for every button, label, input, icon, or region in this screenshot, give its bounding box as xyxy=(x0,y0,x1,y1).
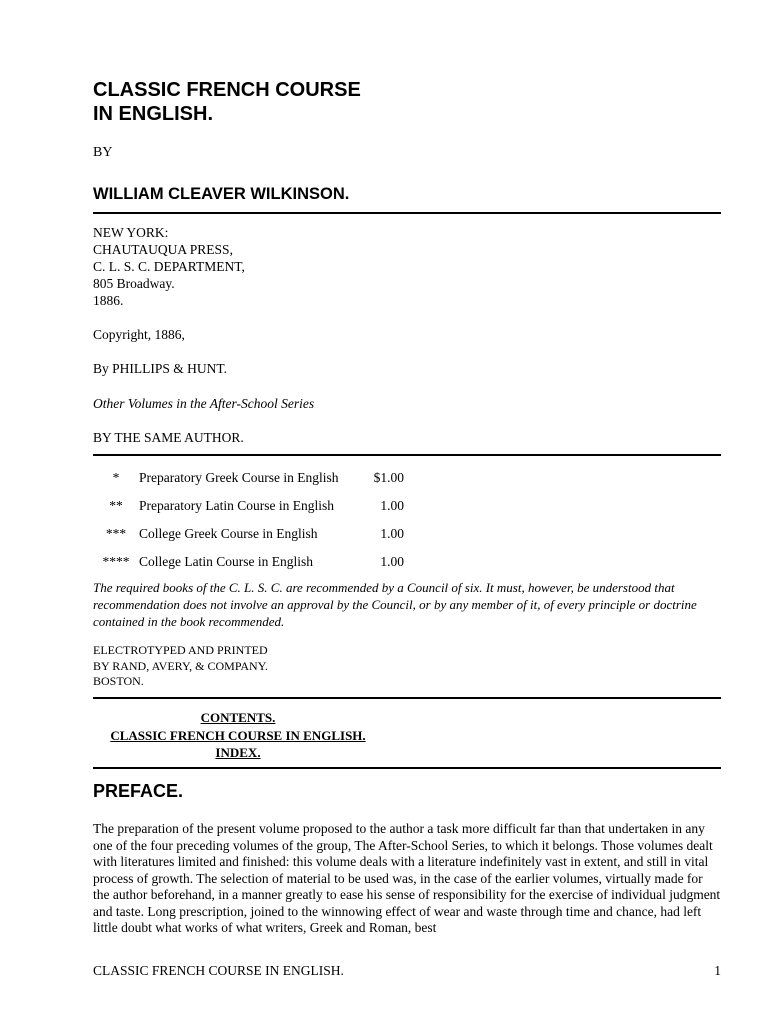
imprint-block xyxy=(93,224,245,309)
imprint-line: 1886. xyxy=(93,293,124,308)
book-title-line-2: IN ENGLISH. xyxy=(93,103,214,125)
printer-line: BOSTON. xyxy=(93,674,144,688)
preface-paragraph: The preparation of the present volume proposed to the author a task more difficult far than that undertaken in any one of the four preceding volumes of the group, The After-School Series, to which it belongs. Those volumes dealt with literatures limited and finished: this volume deals with a literature indefinitely vast in extent, and still in vital process of growth. The selection of material to be used was, in the case of the earlier volumes, virtually made for the author beforehand, in a manner greatly to ease his sense of responsibility for the exercise of individual judgment and taste. Long prescription, joined to the winnowing effect of wear and waste through time and chance, had left little doubt what works of what writers, Greek and Roman, best xyxy=(93,821,721,935)
author-name: WILLIAM CLEAVER WILKINSON. xyxy=(93,185,350,203)
volume-price: $1.00 xyxy=(373,470,404,485)
volume-price: 1.00 xyxy=(380,554,404,569)
main-section-link[interactable]: CLASSIC FRENCH COURSE IN ENGLISH. xyxy=(110,727,366,743)
book-title-line-1: CLASSIC FRENCH COURSE xyxy=(93,79,361,101)
imprint-line: C. L. S. C. DEPARTMENT, xyxy=(93,259,245,274)
table-row xyxy=(93,554,404,582)
volume-mark: **** xyxy=(102,554,130,569)
volume-mark: * xyxy=(112,470,120,485)
same-author-heading: BY THE SAME AUTHOR. xyxy=(93,430,244,445)
copyright-line: Copyright, 1886, xyxy=(93,327,185,342)
divider xyxy=(93,212,721,214)
contents-links xyxy=(93,709,383,762)
table-row xyxy=(93,470,404,498)
volume-price: 1.00 xyxy=(380,526,404,541)
divider xyxy=(93,697,721,699)
series-note: Other Volumes in the After-School Series xyxy=(93,396,315,411)
volume-name: College Latin Course in English xyxy=(139,554,313,569)
council-note: The required books of the C. L. S. C. are recommended by a Council of six. It must, however, be understood that recommendation does not involve an approval by the Council, or by any member of it, of every principle or doctrine contained in the book recommended. xyxy=(93,580,697,629)
footer-title: CLASSIC FRENCH COURSE IN ENGLISH. xyxy=(93,963,344,978)
imprint-line: CHAUTAUQUA PRESS, xyxy=(93,242,233,257)
volume-mark: ** xyxy=(109,498,123,513)
contents-link[interactable]: CONTENTS. xyxy=(200,710,276,725)
volume-price: 1.00 xyxy=(380,498,404,513)
volumes-table xyxy=(93,470,404,582)
imprint-line: NEW YORK: xyxy=(93,225,169,240)
printer-block xyxy=(93,643,268,690)
index-link[interactable]: INDEX. xyxy=(215,745,261,760)
table-row xyxy=(93,498,404,526)
printer-line: ELECTROTYPED AND PRINTED xyxy=(93,643,268,657)
book-title xyxy=(93,78,361,126)
publisher-line: By PHILLIPS & HUNT. xyxy=(93,361,228,376)
table-row xyxy=(93,526,404,554)
divider xyxy=(93,767,721,769)
preface-heading: PREFACE. xyxy=(93,781,184,801)
by-label: BY xyxy=(93,145,113,160)
page-number: 1 xyxy=(714,963,721,978)
volume-name: Preparatory Greek Course in English xyxy=(139,470,339,485)
volume-mark: *** xyxy=(105,526,127,541)
volume-name: Preparatory Latin Course in English xyxy=(139,498,334,513)
volume-name: College Greek Course in English xyxy=(139,526,318,541)
printer-line: BY RAND, AVERY, & COMPANY. xyxy=(93,658,268,673)
imprint-line: 805 Broadway. xyxy=(93,276,175,291)
divider xyxy=(93,454,721,456)
